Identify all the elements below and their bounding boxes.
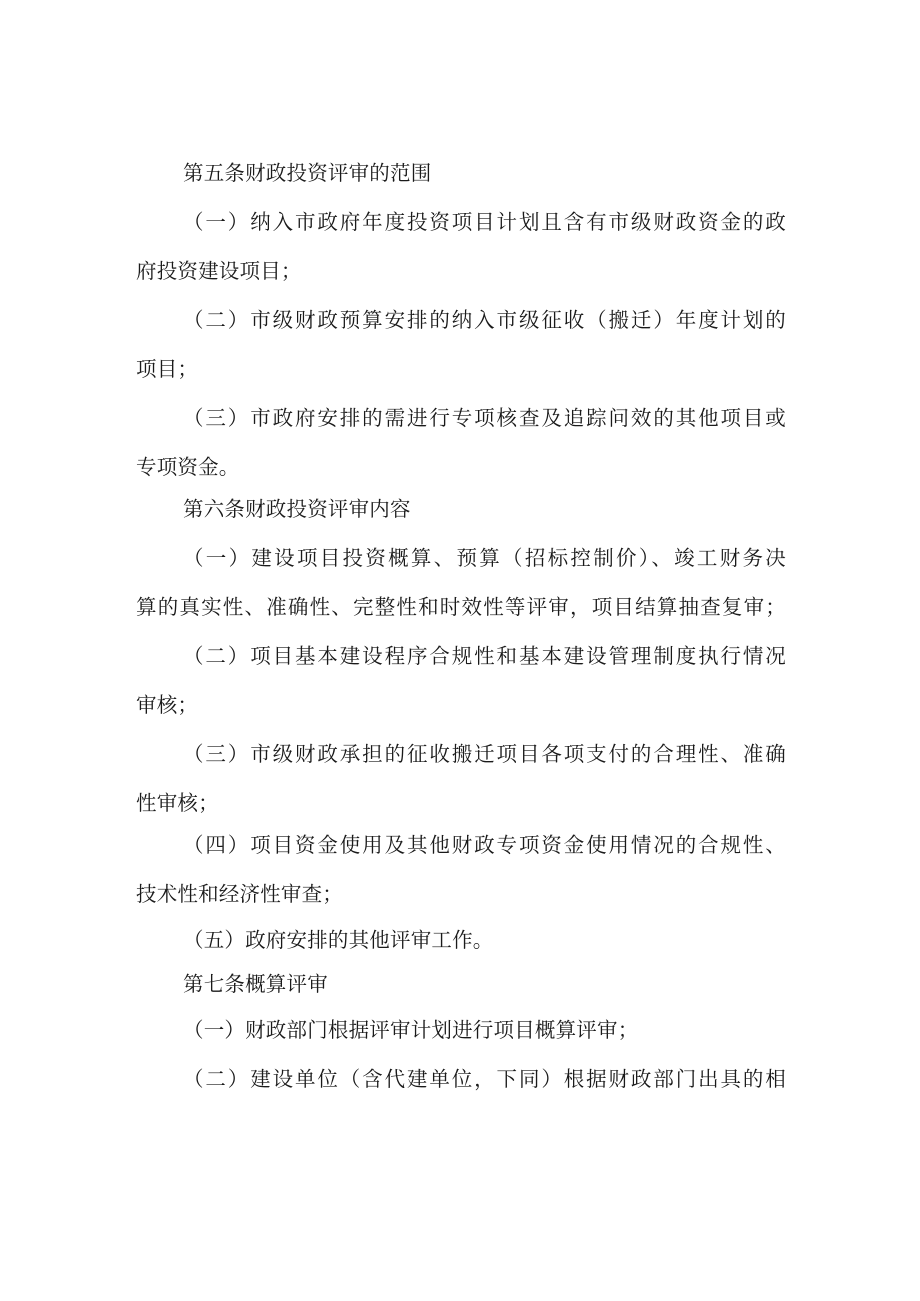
article-6-item-1-line-1: （一）建设项目投资概算、预算（招标控制价）、竣工财务决: [183, 546, 786, 570]
article-5-item-2-line-2: 项目；: [136, 357, 199, 381]
article-5-item-1-line-2: 府投资建设项目；: [136, 259, 302, 283]
article-7-item-2-line-1: （二）建设单位（含代建单位，下同）根据财政部门出具的相: [183, 1067, 786, 1091]
article-5-heading: 第五条财政投资评审的范围: [183, 161, 432, 185]
article-5-item-3-line-1: （三）市政府安排的需进行专项核查及追踪问效的其他项目或: [183, 406, 786, 430]
article-7-heading: 第七条概算评审: [183, 972, 328, 996]
article-6-heading: 第六条财政投资评审内容: [183, 497, 411, 521]
article-5-item-3-line-2: 专项资金。: [136, 455, 240, 479]
article-6-item-2-line-2: 审核；: [136, 693, 199, 717]
article-5-item-1-line-1: （一）纳入市政府年度投资项目计划且含有市级财政资金的政: [183, 210, 786, 234]
article-6-item-5: （五）政府安排的其他评审工作。: [183, 928, 494, 952]
article-5-item-2-line-1: （二）市级财政预算安排的纳入市级征收（搬迁）年度计划的: [183, 308, 786, 332]
article-6-item-1-line-2: 算的真实性、准确性、完整性和时效性等评审，项目结算抽查复审；: [136, 595, 786, 619]
article-6-item-4-line-1: （四）项目资金使用及其他财政专项资金使用情况的合规性、: [183, 833, 786, 857]
article-6-item-3-line-2: 性审核；: [136, 791, 219, 815]
article-7-item-1: （一）财政部门根据评审计划进行项目概算评审；: [183, 1018, 639, 1042]
article-6-item-4-line-2: 技术性和经济性审查；: [136, 882, 343, 906]
article-6-item-2-line-1: （二）项目基本建设程序合规性和基本建设管理制度执行情况: [183, 644, 786, 668]
article-6-item-3-line-1: （三）市级财政承担的征收搬迁项目各项支付的合理性、准确: [183, 742, 786, 766]
